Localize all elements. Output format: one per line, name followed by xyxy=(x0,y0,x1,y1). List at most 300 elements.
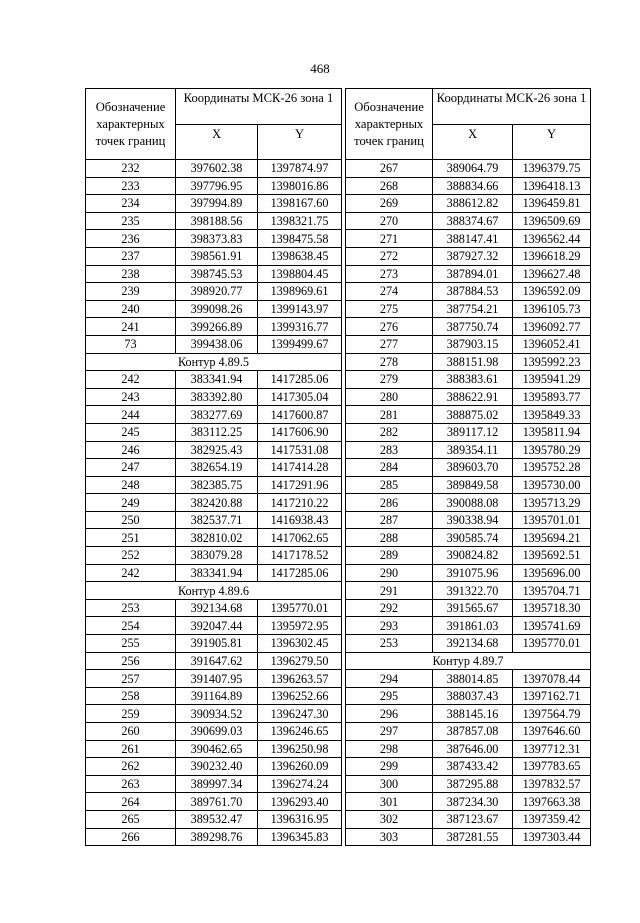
table-row xyxy=(346,810,591,828)
x-coordinate-cell: 387750.74 xyxy=(433,318,513,336)
y-coordinate-cell: 1396618.29 xyxy=(513,247,591,265)
x-coordinate-cell: 389761.70 xyxy=(176,793,258,811)
x-coordinate-cell: 391407.95 xyxy=(176,670,258,688)
table-row xyxy=(86,160,342,178)
table-row xyxy=(346,371,591,389)
table-row xyxy=(346,793,591,811)
y-coordinate-cell: 1395893.77 xyxy=(513,388,591,406)
contour-row xyxy=(86,353,342,371)
table-row xyxy=(86,371,342,389)
table-row xyxy=(86,283,342,301)
table-row xyxy=(86,740,342,758)
point-number-cell: 283 xyxy=(346,441,433,459)
x-coordinate-cell: 389117.12 xyxy=(433,423,513,441)
y-coordinate-cell: 1396627.48 xyxy=(513,265,591,283)
table-row xyxy=(346,635,591,653)
y-coordinate-cell: 1417285.06 xyxy=(258,371,342,389)
y-coordinate-cell: 1395694.21 xyxy=(513,529,591,547)
y-coordinate-cell: 1396105.73 xyxy=(513,300,591,318)
point-number-cell: 255 xyxy=(86,635,176,653)
y-coordinate-cell: 1397078.44 xyxy=(513,670,591,688)
table-body-left xyxy=(86,160,342,846)
y-coordinate-cell: 1398321.75 xyxy=(258,212,342,230)
table-row xyxy=(346,723,591,741)
y-coordinate-cell: 1395752.28 xyxy=(513,459,591,477)
table-row xyxy=(86,564,342,582)
point-number-cell: 275 xyxy=(346,300,433,318)
table-row xyxy=(86,212,342,230)
y-coordinate-cell: 1397646.60 xyxy=(513,723,591,741)
table-row xyxy=(86,547,342,565)
table-row xyxy=(346,441,591,459)
point-number-cell: 240 xyxy=(86,300,176,318)
header-y: Y xyxy=(513,124,591,160)
x-coordinate-cell: 389354.11 xyxy=(433,441,513,459)
y-coordinate-cell: 1397874.97 xyxy=(258,160,342,178)
y-coordinate-cell: 1397564.79 xyxy=(513,705,591,723)
x-coordinate-cell: 389064.79 xyxy=(433,160,513,178)
table-row xyxy=(346,318,591,336)
x-coordinate-cell: 391322.70 xyxy=(433,582,513,600)
point-number-cell: 258 xyxy=(86,687,176,705)
y-coordinate-cell: 1399499.67 xyxy=(258,335,342,353)
x-coordinate-cell: 382420.88 xyxy=(176,494,258,512)
point-number-cell: 257 xyxy=(86,670,176,688)
y-coordinate-cell: 1417600.87 xyxy=(258,406,342,424)
table-row xyxy=(346,212,591,230)
x-coordinate-cell: 397602.38 xyxy=(176,160,258,178)
x-coordinate-cell: 391164.89 xyxy=(176,687,258,705)
point-number-cell: 243 xyxy=(86,388,176,406)
y-coordinate-cell: 1396316.95 xyxy=(258,810,342,828)
y-coordinate-cell: 1417414.28 xyxy=(258,459,342,477)
point-number-cell: 241 xyxy=(86,318,176,336)
table-row xyxy=(346,828,591,846)
point-number-cell: 290 xyxy=(346,564,433,582)
x-coordinate-cell: 399438.06 xyxy=(176,335,258,353)
x-coordinate-cell: 382810.02 xyxy=(176,529,258,547)
x-coordinate-cell: 383277.69 xyxy=(176,406,258,424)
x-coordinate-cell: 387295.88 xyxy=(433,775,513,793)
point-number-cell: 273 xyxy=(346,265,433,283)
x-coordinate-cell: 387754.21 xyxy=(433,300,513,318)
point-number-cell: 232 xyxy=(86,160,176,178)
point-number-cell: 269 xyxy=(346,195,433,213)
point-number-cell: 285 xyxy=(346,476,433,494)
table-row xyxy=(86,300,342,318)
y-coordinate-cell: 1396293.40 xyxy=(258,793,342,811)
y-coordinate-cell: 1398167.60 xyxy=(258,195,342,213)
y-coordinate-cell: 1395718.30 xyxy=(513,599,591,617)
table-row xyxy=(86,177,342,195)
table-row xyxy=(86,441,342,459)
x-coordinate-cell: 388875.02 xyxy=(433,406,513,424)
x-coordinate-cell: 387234.30 xyxy=(433,793,513,811)
point-number-cell: 73 xyxy=(86,335,176,353)
y-coordinate-cell: 1396250.98 xyxy=(258,740,342,758)
table-row xyxy=(346,230,591,248)
x-coordinate-cell: 397796.95 xyxy=(176,177,258,195)
x-coordinate-cell: 399266.89 xyxy=(176,318,258,336)
x-coordinate-cell: 389532.47 xyxy=(176,810,258,828)
table-row xyxy=(346,617,591,635)
y-coordinate-cell: 1396052.41 xyxy=(513,335,591,353)
contour-label: Контур 4.89.7 xyxy=(346,652,591,670)
y-coordinate-cell: 1395811.94 xyxy=(513,423,591,441)
x-coordinate-cell: 387433.42 xyxy=(433,758,513,776)
y-coordinate-cell: 1396260.09 xyxy=(258,758,342,776)
header-point-label: Обозначение характерных точек границ xyxy=(346,89,433,160)
point-number-cell: 249 xyxy=(86,494,176,512)
y-coordinate-cell: 1397162.71 xyxy=(513,687,591,705)
y-coordinate-cell: 1417606.90 xyxy=(258,423,342,441)
table-row xyxy=(346,265,591,283)
x-coordinate-cell: 392134.68 xyxy=(176,599,258,617)
contour-label: Контур 4.89.6 xyxy=(86,582,342,600)
y-coordinate-cell: 1399316.77 xyxy=(258,318,342,336)
point-number-cell: 254 xyxy=(86,617,176,635)
point-number-cell: 263 xyxy=(86,775,176,793)
y-coordinate-cell: 1396092.77 xyxy=(513,318,591,336)
header-point-label: Обозначение характерных точек границ xyxy=(86,89,176,160)
x-coordinate-cell: 382925.43 xyxy=(176,441,258,459)
table-row xyxy=(86,265,342,283)
table-row xyxy=(346,740,591,758)
x-coordinate-cell: 391565.67 xyxy=(433,599,513,617)
x-coordinate-cell: 390462.65 xyxy=(176,740,258,758)
table-row xyxy=(346,775,591,793)
point-number-cell: 242 xyxy=(86,564,176,582)
x-coordinate-cell: 388145.16 xyxy=(433,705,513,723)
header-y: Y xyxy=(258,124,342,160)
y-coordinate-cell: 1396562.44 xyxy=(513,230,591,248)
point-number-cell: 236 xyxy=(86,230,176,248)
x-coordinate-cell: 387884.53 xyxy=(433,283,513,301)
point-number-cell: 276 xyxy=(346,318,433,336)
y-coordinate-cell: 1395770.01 xyxy=(513,635,591,653)
x-coordinate-cell: 387123.67 xyxy=(433,810,513,828)
x-coordinate-cell: 398920.77 xyxy=(176,283,258,301)
point-number-cell: 267 xyxy=(346,160,433,178)
x-coordinate-cell: 390088.08 xyxy=(433,494,513,512)
table-row xyxy=(86,828,342,846)
point-number-cell: 251 xyxy=(86,529,176,547)
point-number-cell: 247 xyxy=(86,459,176,477)
table-row xyxy=(86,423,342,441)
x-coordinate-cell: 388374.67 xyxy=(433,212,513,230)
x-coordinate-cell: 388383.61 xyxy=(433,371,513,389)
table-row xyxy=(346,423,591,441)
y-coordinate-cell: 1397663.38 xyxy=(513,793,591,811)
point-number-cell: 297 xyxy=(346,723,433,741)
table-row xyxy=(346,758,591,776)
header-coordinates: Координаты МСК-26 зона 1 xyxy=(433,89,591,125)
x-coordinate-cell: 388834.66 xyxy=(433,177,513,195)
y-coordinate-cell: 1417062.65 xyxy=(258,529,342,547)
y-coordinate-cell: 1396252.66 xyxy=(258,687,342,705)
y-coordinate-cell: 1416938.43 xyxy=(258,511,342,529)
x-coordinate-cell: 387646.00 xyxy=(433,740,513,758)
point-number-cell: 260 xyxy=(86,723,176,741)
x-coordinate-cell: 398745.53 xyxy=(176,265,258,283)
y-coordinate-cell: 1396263.57 xyxy=(258,670,342,688)
table-row xyxy=(346,300,591,318)
point-number-cell: 293 xyxy=(346,617,433,635)
table-row xyxy=(346,582,591,600)
point-number-cell: 292 xyxy=(346,599,433,617)
y-coordinate-cell: 1417178.52 xyxy=(258,547,342,565)
point-number-cell: 299 xyxy=(346,758,433,776)
y-coordinate-cell: 1398016.86 xyxy=(258,177,342,195)
point-number-cell: 278 xyxy=(346,353,433,371)
y-coordinate-cell: 1417285.06 xyxy=(258,564,342,582)
point-number-cell: 303 xyxy=(346,828,433,846)
table-row xyxy=(86,723,342,741)
y-coordinate-cell: 1395992.23 xyxy=(513,353,591,371)
x-coordinate-cell: 390934.52 xyxy=(176,705,258,723)
table-row xyxy=(86,318,342,336)
table-row xyxy=(86,230,342,248)
x-coordinate-cell: 383341.94 xyxy=(176,564,258,582)
x-coordinate-cell: 388037.43 xyxy=(433,687,513,705)
table-row xyxy=(86,635,342,653)
x-coordinate-cell: 390699.03 xyxy=(176,723,258,741)
point-number-cell: 264 xyxy=(86,793,176,811)
table-row xyxy=(346,247,591,265)
y-coordinate-cell: 1396274.24 xyxy=(258,775,342,793)
point-number-cell: 289 xyxy=(346,547,433,565)
y-coordinate-cell: 1417531.08 xyxy=(258,441,342,459)
y-coordinate-cell: 1395972.95 xyxy=(258,617,342,635)
y-coordinate-cell: 1395730.00 xyxy=(513,476,591,494)
x-coordinate-cell: 389603.70 xyxy=(433,459,513,477)
x-coordinate-cell: 387927.32 xyxy=(433,247,513,265)
point-number-cell: 287 xyxy=(346,511,433,529)
table-row xyxy=(86,599,342,617)
x-coordinate-cell: 382385.75 xyxy=(176,476,258,494)
table-row xyxy=(346,476,591,494)
x-coordinate-cell: 389298.76 xyxy=(176,828,258,846)
point-number-cell: 266 xyxy=(86,828,176,846)
x-coordinate-cell: 398188.56 xyxy=(176,212,258,230)
y-coordinate-cell: 1396592.09 xyxy=(513,283,591,301)
table-row xyxy=(86,652,342,670)
point-number-cell: 233 xyxy=(86,177,176,195)
x-coordinate-cell: 388612.82 xyxy=(433,195,513,213)
y-coordinate-cell: 1395696.00 xyxy=(513,564,591,582)
table-row xyxy=(346,670,591,688)
point-number-cell: 272 xyxy=(346,247,433,265)
y-coordinate-cell: 1395741.69 xyxy=(513,617,591,635)
x-coordinate-cell: 388151.98 xyxy=(433,353,513,371)
y-coordinate-cell: 1395692.51 xyxy=(513,547,591,565)
x-coordinate-cell: 388147.41 xyxy=(433,230,513,248)
point-number-cell: 302 xyxy=(346,810,433,828)
coordinates-table-right xyxy=(345,88,591,846)
point-number-cell: 295 xyxy=(346,687,433,705)
table-row xyxy=(86,793,342,811)
point-number-cell: 252 xyxy=(86,547,176,565)
y-coordinate-cell: 1395701.01 xyxy=(513,511,591,529)
y-coordinate-cell: 1399143.97 xyxy=(258,300,342,318)
y-coordinate-cell: 1396279.50 xyxy=(258,652,342,670)
point-number-cell: 300 xyxy=(346,775,433,793)
table-row xyxy=(346,459,591,477)
table-row xyxy=(346,406,591,424)
y-coordinate-cell: 1396418.13 xyxy=(513,177,591,195)
contour-row xyxy=(346,652,591,670)
point-number-cell: 277 xyxy=(346,335,433,353)
y-coordinate-cell: 1397712.31 xyxy=(513,740,591,758)
x-coordinate-cell: 390824.82 xyxy=(433,547,513,565)
header-coordinates: Координаты МСК-26 зона 1 xyxy=(176,89,342,125)
point-number-cell: 296 xyxy=(346,705,433,723)
table-row xyxy=(86,529,342,547)
point-number-cell: 270 xyxy=(346,212,433,230)
point-number-cell: 235 xyxy=(86,212,176,230)
point-number-cell: 279 xyxy=(346,371,433,389)
table-row xyxy=(346,494,591,512)
x-coordinate-cell: 397994.89 xyxy=(176,195,258,213)
table-row xyxy=(86,388,342,406)
table-row xyxy=(86,459,342,477)
x-coordinate-cell: 390232.40 xyxy=(176,758,258,776)
point-number-cell: 239 xyxy=(86,283,176,301)
point-number-cell: 256 xyxy=(86,652,176,670)
point-number-cell: 284 xyxy=(346,459,433,477)
x-coordinate-cell: 392047.44 xyxy=(176,617,258,635)
y-coordinate-cell: 1398969.61 xyxy=(258,283,342,301)
table-row xyxy=(86,335,342,353)
contour-row xyxy=(86,582,342,600)
y-coordinate-cell: 1395849.33 xyxy=(513,406,591,424)
point-number-cell: 265 xyxy=(86,810,176,828)
point-number-cell: 253 xyxy=(86,599,176,617)
table-row xyxy=(346,335,591,353)
table-row xyxy=(346,177,591,195)
point-number-cell: 274 xyxy=(346,283,433,301)
y-coordinate-cell: 1395780.29 xyxy=(513,441,591,459)
x-coordinate-cell: 398373.83 xyxy=(176,230,258,248)
y-coordinate-cell: 1397832.57 xyxy=(513,775,591,793)
table-row xyxy=(86,705,342,723)
point-number-cell: 237 xyxy=(86,247,176,265)
point-number-cell: 301 xyxy=(346,793,433,811)
x-coordinate-cell: 387894.01 xyxy=(433,265,513,283)
point-number-cell: 281 xyxy=(346,406,433,424)
table-row xyxy=(86,247,342,265)
point-number-cell: 245 xyxy=(86,423,176,441)
point-number-cell: 250 xyxy=(86,511,176,529)
y-coordinate-cell: 1395713.29 xyxy=(513,494,591,512)
x-coordinate-cell: 391905.81 xyxy=(176,635,258,653)
x-coordinate-cell: 383112.25 xyxy=(176,423,258,441)
point-number-cell: 238 xyxy=(86,265,176,283)
y-coordinate-cell: 1398475.58 xyxy=(258,230,342,248)
table-row xyxy=(346,388,591,406)
table-row xyxy=(86,511,342,529)
x-coordinate-cell: 399098.26 xyxy=(176,300,258,318)
y-coordinate-cell: 1397359.42 xyxy=(513,810,591,828)
page-number: 468 xyxy=(310,61,330,76)
table-row xyxy=(86,670,342,688)
y-coordinate-cell: 1397303.44 xyxy=(513,828,591,846)
table-row xyxy=(346,283,591,301)
table-row xyxy=(86,810,342,828)
x-coordinate-cell: 391861.03 xyxy=(433,617,513,635)
table-row xyxy=(346,353,591,371)
point-number-cell: 248 xyxy=(86,476,176,494)
point-number-cell: 286 xyxy=(346,494,433,512)
point-number-cell: 288 xyxy=(346,529,433,547)
table-row xyxy=(346,195,591,213)
y-coordinate-cell: 1396246.65 xyxy=(258,723,342,741)
header-x: X xyxy=(433,124,513,160)
table-row xyxy=(346,599,591,617)
y-coordinate-cell: 1395704.71 xyxy=(513,582,591,600)
point-number-cell: 253 xyxy=(346,635,433,653)
point-number-cell: 259 xyxy=(86,705,176,723)
y-coordinate-cell: 1398638.45 xyxy=(258,247,342,265)
y-coordinate-cell: 1417291.96 xyxy=(258,476,342,494)
x-coordinate-cell: 388014.85 xyxy=(433,670,513,688)
point-number-cell: 282 xyxy=(346,423,433,441)
header-x: X xyxy=(176,124,258,160)
point-number-cell: 246 xyxy=(86,441,176,459)
y-coordinate-cell: 1417305.04 xyxy=(258,388,342,406)
x-coordinate-cell: 383341.94 xyxy=(176,371,258,389)
y-coordinate-cell: 1397783.65 xyxy=(513,758,591,776)
x-coordinate-cell: 390585.74 xyxy=(433,529,513,547)
y-coordinate-cell: 1396379.75 xyxy=(513,160,591,178)
point-number-cell: 261 xyxy=(86,740,176,758)
x-coordinate-cell: 398561.91 xyxy=(176,247,258,265)
x-coordinate-cell: 383079.28 xyxy=(176,547,258,565)
table-body-right xyxy=(346,160,591,846)
y-coordinate-cell: 1417210.22 xyxy=(258,494,342,512)
point-number-cell: 291 xyxy=(346,582,433,600)
point-number-cell: 298 xyxy=(346,740,433,758)
point-number-cell: 271 xyxy=(346,230,433,248)
x-coordinate-cell: 382654.19 xyxy=(176,459,258,477)
point-number-cell: 262 xyxy=(86,758,176,776)
table-row xyxy=(346,687,591,705)
x-coordinate-cell: 392134.68 xyxy=(433,635,513,653)
point-number-cell: 280 xyxy=(346,388,433,406)
coordinates-table-left xyxy=(85,88,342,846)
point-number-cell: 268 xyxy=(346,177,433,195)
table-row xyxy=(86,617,342,635)
table-row xyxy=(86,406,342,424)
x-coordinate-cell: 391647.62 xyxy=(176,652,258,670)
y-coordinate-cell: 1395770.01 xyxy=(258,599,342,617)
table-row xyxy=(346,511,591,529)
contour-label: Контур 4.89.5 xyxy=(86,353,342,371)
x-coordinate-cell: 389849.58 xyxy=(433,476,513,494)
table-row xyxy=(346,160,591,178)
x-coordinate-cell: 391075.96 xyxy=(433,564,513,582)
point-number-cell: 234 xyxy=(86,195,176,213)
point-number-cell: 244 xyxy=(86,406,176,424)
table-row xyxy=(86,687,342,705)
x-coordinate-cell: 383392.80 xyxy=(176,388,258,406)
table-row xyxy=(86,195,342,213)
table-row xyxy=(86,758,342,776)
y-coordinate-cell: 1398804.45 xyxy=(258,265,342,283)
point-number-cell: 242 xyxy=(86,371,176,389)
y-coordinate-cell: 1395941.29 xyxy=(513,371,591,389)
table-row xyxy=(86,494,342,512)
